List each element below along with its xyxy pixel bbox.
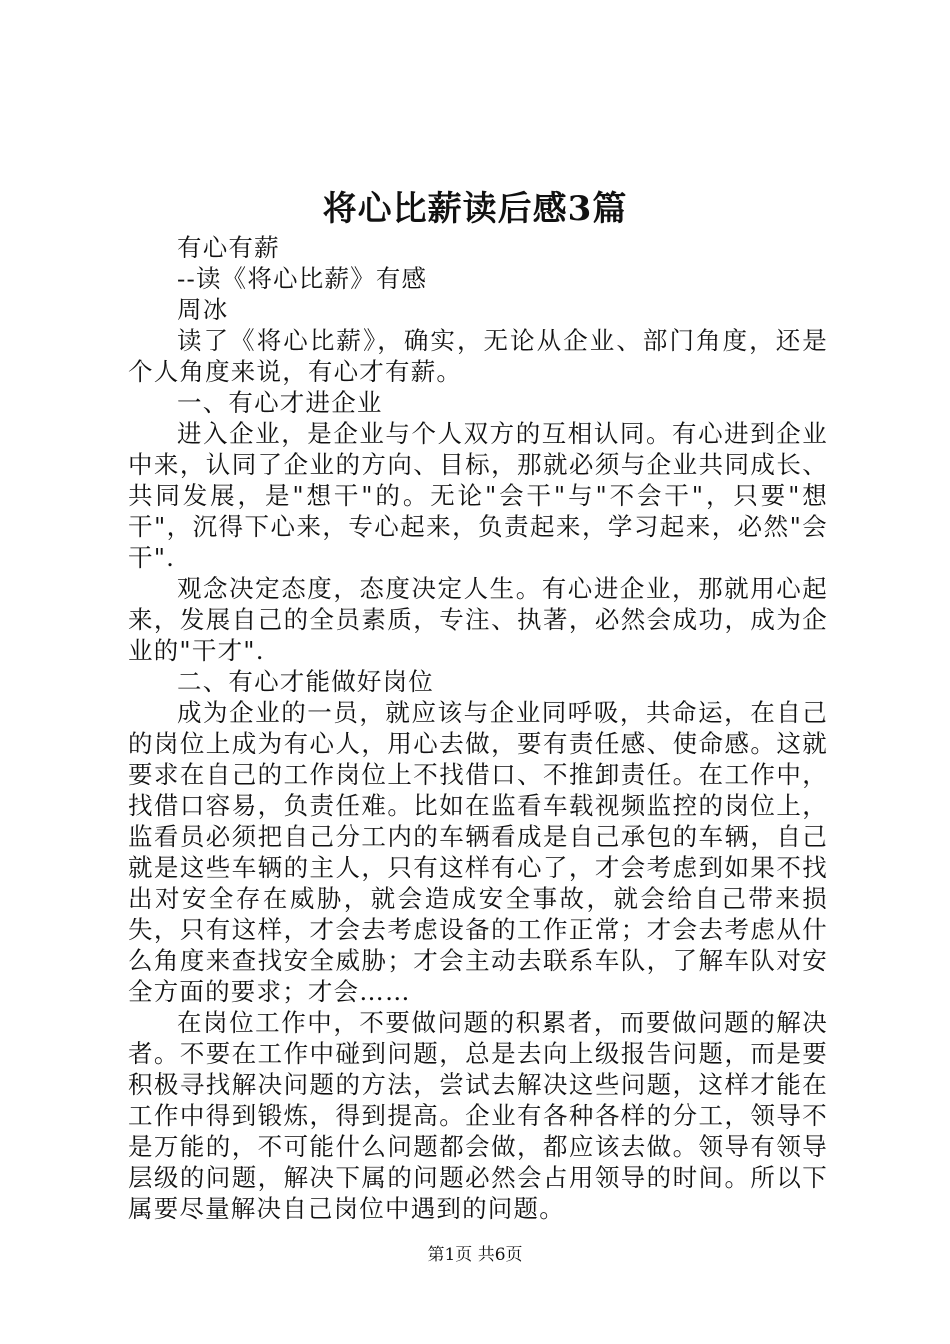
paragraph-subtitle-heading: 有心有薪 [177, 233, 280, 262]
section-heading-2: 二、有心才能做好岗位 [177, 667, 434, 696]
page-number-footer: 第1页 共6页 [427, 1245, 523, 1265]
document-title: 将心比薪读后感3篇 [322, 189, 628, 229]
paragraph-section1-a: 进入企业，是企业与个人双方的互相认同。有心进到企业中来，认同了企业的方向、目标，那就必须与企业共同成长、共同发展，是"想干"的。无论"会干"与"不会干"，只要"想干"，沉得下心来，专心起来，负责起来，学习起来，必然"会干". [128, 419, 828, 572]
paragraph-section2-a: 成为企业的一员，就应该与企业同呼吸，共命运，在自己的岗位上成为有心人，用心去做，要有责任感、使命感。这就要求在自己的工作岗位上不找借口、不推卸责任。在工作中，找借口容易，负责任难。比如在监看车载视频监控的岗位上，监看员必须把自己分工内的车辆看成是自己承包的车辆，自己就是这些车辆的主人，只有这样有心了，才会考虑到如果不找出对安全存在威胁，就会造成安全事故，就会给自己带来损失，只有这样，才会去考虑设备的工作正常；才会去考虑从什么角度来查找安全威胁；才会主动去联系车队，了解车队对安全方面的要求；才会…… [128, 698, 828, 1006]
paragraph-intro: 读了《将心比薪》，确实，无论从企业、部门角度，还是个人角度来说，有心才有薪。 [128, 326, 828, 386]
paragraph-subtitle-reading: --读《将心比薪》有感 [177, 264, 428, 293]
paragraph-section2-b: 在岗位工作中，不要做问题的积累者，而要做问题的解决者。不要在工作中碰到问题，总是去向上级报告问题，而是要积极寻找解决问题的方法，尝试去解决这些问题，这样才能在工作中得到锻炼，得到提高。企业有各种各样的分工，领导不是万能的，不可能什么问题都会做，都应该去做。领导有领导层级的问题，解决下属的问题必然会占用领导的时间。所以下属要尽量解决自己岗位中遇到的问题。 [128, 1008, 828, 1223]
section-heading-1: 一、有心才进企业 [177, 388, 383, 417]
paragraph-section1-b: 观念决定态度，态度决定人生。有心进企业，那就用心起来，发展自己的全员素质，专注、执著，必然会成功，成为企业的"干才". [128, 574, 828, 665]
document-body [128, 232, 828, 1224]
paragraph-author: 周冰 [177, 295, 229, 324]
